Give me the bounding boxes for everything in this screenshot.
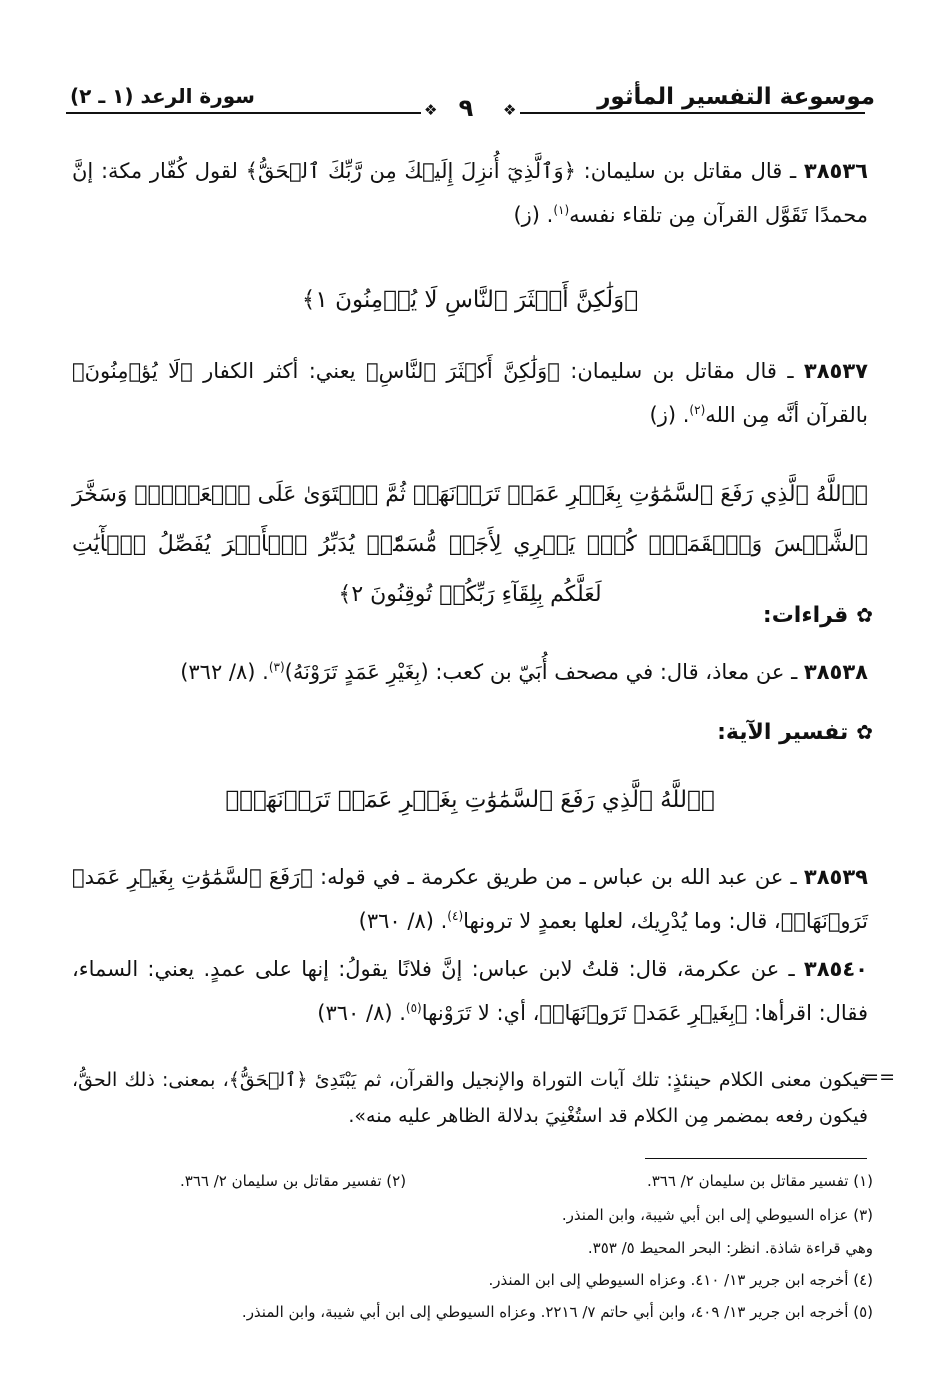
header-rule-right [520, 112, 865, 114]
footnote-ref: (٣) [268, 660, 285, 674]
footnote-2: (٢) تفسير مقاتل بن سليمان ٢/ ٣٦٦. [180, 1172, 407, 1190]
verse-heading-1: ﴿وَلَٰكِنَّ أَكۡثَرَ ٱلنَّاسِ لَا يُؤۡمِنُونَ ١﴾ [301, 287, 639, 313]
footnote-4: (٤) أخرجه ابن جرير ١٣/ ٤١٠. وعزاه السيوطي إلى ابن المنذر. [488, 1271, 873, 1289]
footnote-separator [645, 1158, 867, 1159]
entry-tail: . (٨/ ٣٦٠) [317, 1001, 406, 1025]
flower-ornament-icon: ✿ [856, 720, 873, 744]
footnote-1: (١) تفسير مقاتل بن سليمان ٢/ ٣٦٦. [646, 1172, 873, 1190]
entry-38538 [72, 648, 868, 692]
page-number: ٩ [458, 94, 474, 122]
entry-38536 [72, 152, 868, 235]
entry-38540 [72, 950, 868, 1033]
section-heading-qiraat: ✿قراءات: [762, 603, 873, 628]
entry-number: ٣٨٥٣٨ [803, 660, 868, 684]
footnote-3-cont: وهي قراءة شاذة. انظر: البحر المحيط ٥/ ٣٥٣. [587, 1239, 873, 1257]
ornament-icon: ❖ [424, 101, 438, 119]
footnote-ref: (٤) [447, 909, 464, 923]
entry-38537 [72, 352, 868, 435]
surah-label: سورة الرعد (١ ـ ٢) [70, 84, 255, 108]
entry-tail: . (ز) [649, 403, 690, 427]
continuation-text: فيكون معنى الكلام حينئذٍ: تلك آيات التوراة والإنجيل والقرآن، ثم يَبْتَدِئ ﴿ٱلۡحَقُّ﴾، بمعنى: ذلك الحقُّ، فيكون رفعه بمضمر مِن الكلام قد استُغْنِيَ بدلالة الظاهر عليه منه». [72, 1069, 868, 1127]
header-rule-left [66, 112, 421, 114]
verse-heading-3: ﴿ٱللَّهُ ٱلَّذِي رَفَعَ ٱلسَّمَٰوَٰتِ بِغَيۡرِ عَمَدٖ تَرَوۡنَهَاۖ﴾ [225, 787, 715, 813]
book-title: موسوعة التفسير المأثور [597, 84, 875, 110]
flower-ornament-icon: ✿ [856, 603, 873, 627]
entry-text: ـ عن معاذ، قال: في مصحف أُبَيّ بن كعب: (بِغَيْرِ عَمَدٍ تَرَوْنَهُ) [284, 660, 804, 684]
entry-tail: . (٨/ ٣٦٠) [358, 909, 448, 933]
entry-tail: . (ز) [513, 203, 554, 227]
entry-number: ٣٨٥٣٦ [803, 159, 868, 183]
entry-text: ـ قال مقاتل بن سليمان: ﴿وَلَٰكِنَّ أَكۡثَرَ ٱلنَّاسِ﴾ يعني: أكثر الكفار ﴿لَا يُؤۡمِنُونَ﴾ بالقرآن أنَّه مِن الله [72, 359, 868, 427]
entry-text: ـ قال مقاتل بن سليمان: ﴿وَٱلَّذِيٓ أُنزِلَ إِلَيۡكَ مِن رَّبِّكَ ٱلۡحَقُّ﴾ لقول كُفّار مكة: إنَّ محمدًا تَقَوَّل القرآن مِن تلقاء نفسه [72, 159, 868, 227]
entry-text: ـ عن عبد الله بن عباس ـ من طريق عكرمة ـ في قوله: ﴿رَفَعَ ٱلسَّمَٰوَٰتِ بِغَيۡرِ عَمَدٖ تَرَوۡنَهَاۖ﴾، قال: وما يُدْرِيك، لعلها بعمدٍ لا ترونها [72, 865, 868, 933]
entry-number: ٣٨٥٣٧ [803, 359, 868, 383]
footnote-3: (٣) عزاه السيوطي إلى ابن أبي شيبة، وابن المنذر. [561, 1206, 873, 1224]
section-heading-tafsir: ✿تفسير الآية: [717, 720, 873, 745]
entry-tail: . (٨/ ٣٦٢) [180, 660, 269, 684]
footnote-5: (٥) أخرجه ابن جرير ١٣/ ٤٠٩، وابن أبي حاتم ٧/ ٢٢١٦. وعزاه السيوطي إلى ابن أبي شيبة، وابن المنذر. [241, 1303, 873, 1321]
ornament-icon: ❖ [503, 101, 517, 119]
footnote-ref: (٥) [405, 1001, 422, 1015]
footnote-ref: (١) [553, 203, 570, 217]
footnote-ref: (٢) [689, 403, 706, 417]
entry-number: ٣٨٥٤٠ [803, 957, 868, 981]
entry-38539 [72, 858, 868, 941]
entry-text: ـ عن عكرمة، قال: قلتُ لابن عباس: إنَّ فلانًا يقولُ: إنها على عمدٍ. يعني: السماء، فقال: اقرأها: ﴿بِغَيۡرِ عَمَدٖ تَرَوۡنَهَاۖ﴾، أي: لا تَرَوْنها [72, 957, 868, 1025]
entry-number: ٣٨٥٣٩ [803, 865, 868, 889]
verse-heading-2: ﴿ٱللَّهُ ٱلَّذِي رَفَعَ ٱلسَّمَٰوَٰتِ بِغَيۡرِ عَمَدٖ تَرَوۡنَهَاۖ ثُمَّ ٱسۡتَوَىٰ عَلَى ٱلۡعَرۡشِۖ وَسَخَّرَ ٱلشَّمۡسَ وَٱلۡقَمَرَۖ كُلّٞ يَجۡرِي لِأَجَلٖ مُّسَمّٗىۚ يُدَبِّرُ ٱلۡأَمۡرَ يُفَصِّلُ ٱلۡأٓيَٰتِ لَعَلَّكُم بِلِقَآءِ رَبِّكُمۡ تُوقِنُونَ ٢﴾ [72, 482, 868, 607]
continuation-mark: == [863, 1066, 895, 1088]
